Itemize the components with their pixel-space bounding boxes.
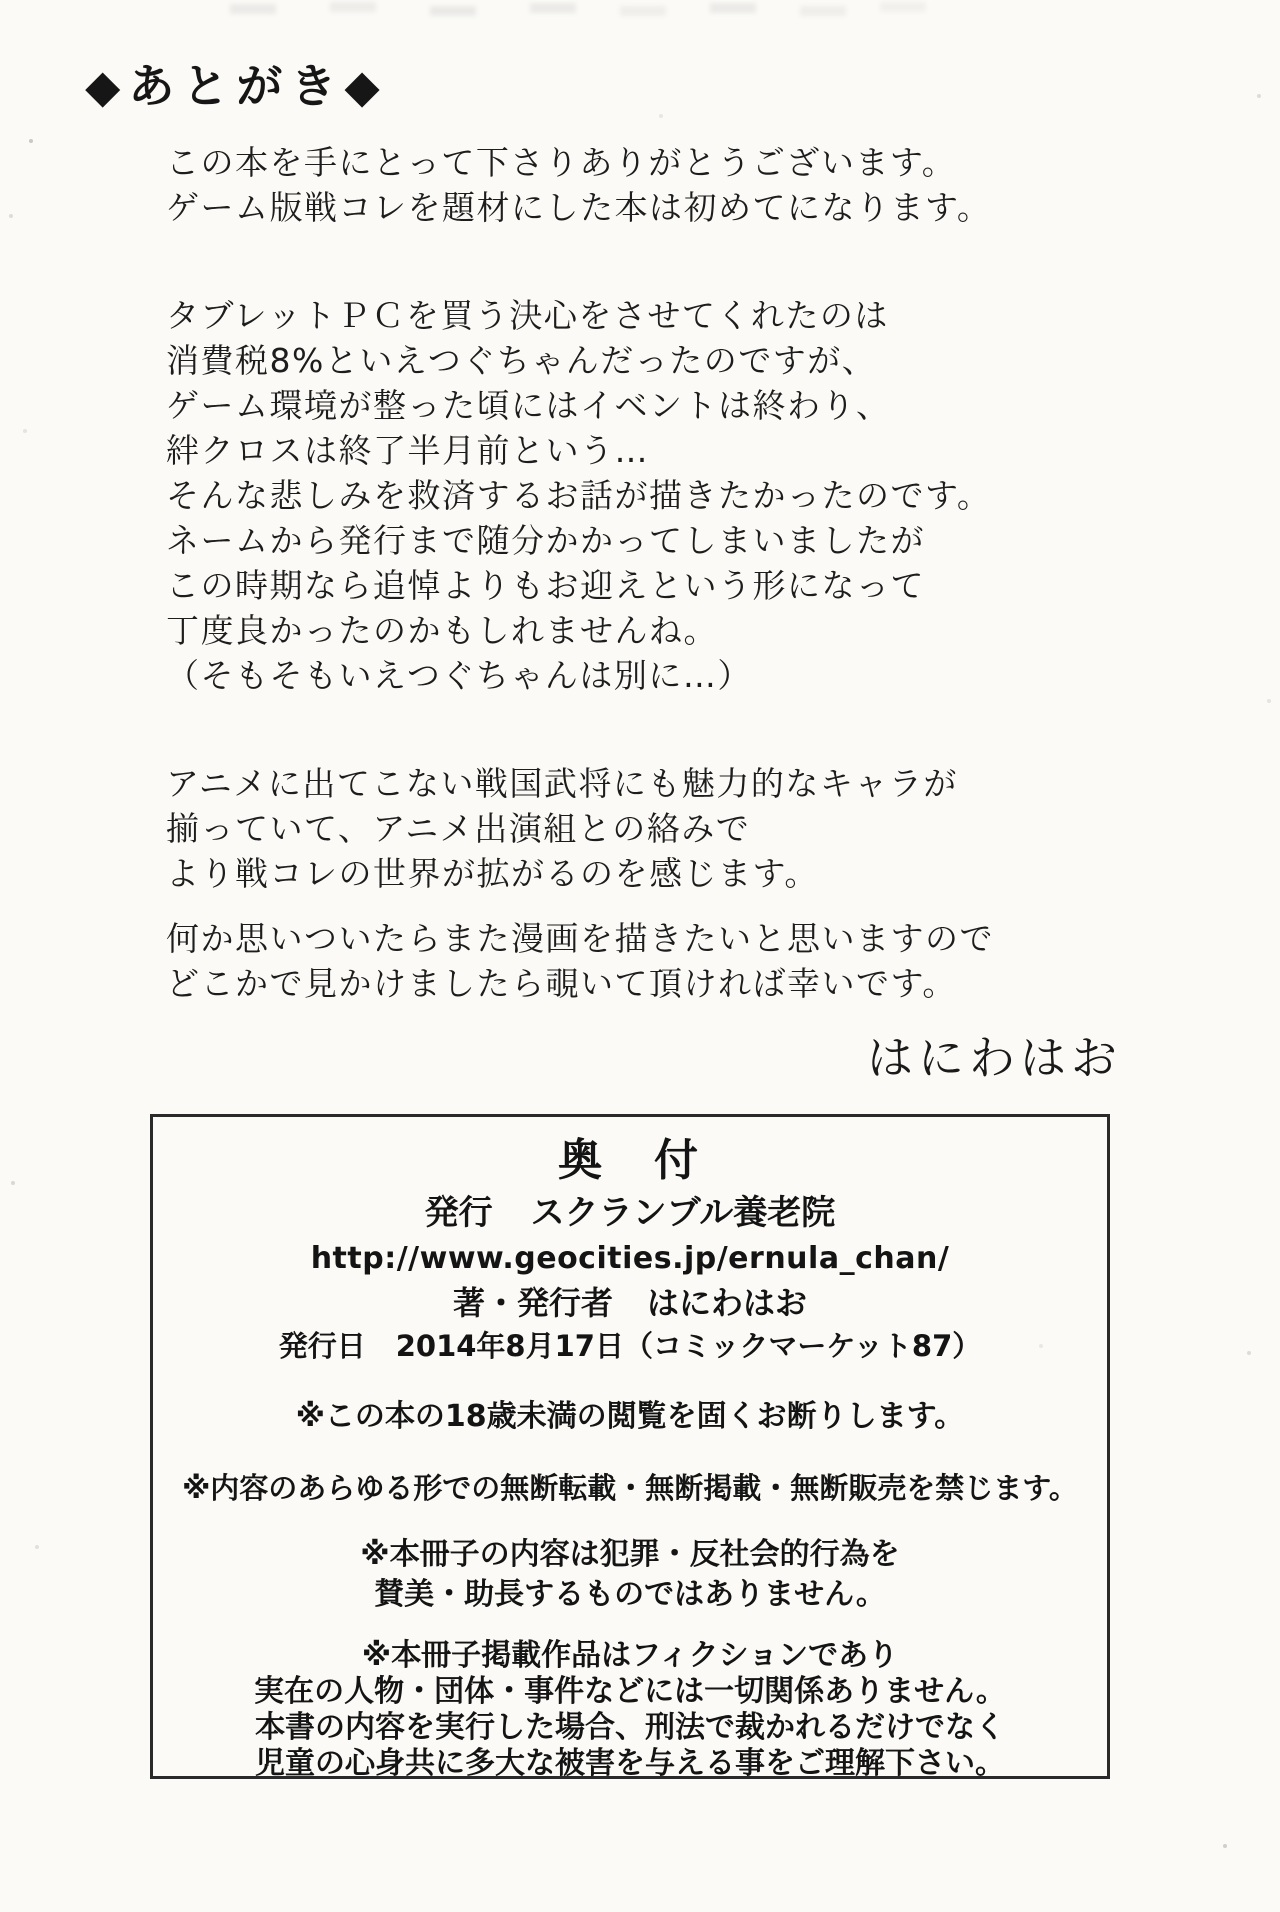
author-name: はにわはお — [647, 1284, 808, 1322]
text-line: この時期なら追悼よりもお迎えという形になって — [166, 566, 925, 605]
text-line: タブレットＰＣを買う決心をさせてくれたのは — [166, 296, 889, 335]
date-value: 2014年8月17日（コミックマーケット87） — [395, 1329, 982, 1363]
colophon-title: 奥 付 — [558, 1135, 702, 1186]
text-line: 児童の心身共に多大な被害を与える事をご理解下さい。 — [255, 1746, 1005, 1781]
text-line: ネームから発行まで随分かかってしまいましたが — [166, 521, 925, 560]
scan-bleedthrough — [0, 0, 46, 10]
text-line: 賛美・助長するものではありません。 — [374, 1577, 886, 1612]
text-line: 絆クロスは終了半月前という… — [166, 431, 649, 470]
afterword-paragraph-1 — [166, 140, 1066, 230]
text-line: アニメに出てこない戦国武将にも魅力的なキャラが — [166, 764, 958, 803]
publication-date-line — [153, 1325, 1107, 1367]
publisher-name: スクランブル養老院 — [530, 1193, 836, 1233]
author-line — [153, 1281, 1107, 1325]
scan-noise-speckles — [0, 0, 2, 2]
text-line: ※本冊子掲載作品はフィクションであり — [361, 1638, 899, 1673]
text-line: ※内容のあらゆる形での無断転載・無断掲載・無断販売を禁じます。 — [182, 1471, 1078, 1505]
publisher-line — [153, 1189, 1107, 1237]
text-line: 揃っていて、アニメ出演組との絡みで — [166, 809, 751, 848]
notice-no-endorsement — [153, 1535, 1107, 1615]
text-line: ※この本の18歳未満の閲覧を固くお断りします。 — [295, 1399, 965, 1434]
notice-no-reproduction — [153, 1468, 1107, 1508]
author-label: 著・発行者 — [452, 1284, 613, 1322]
text-line: より戦コレの世界が拡がるのを感じます。 — [166, 854, 819, 893]
website-url: http://www.geocities.jp/ernula_chan/ — [310, 1241, 950, 1276]
afterword-paragraph-3 — [166, 761, 1066, 896]
text-line: どこかで見かけましたら覗いて頂ければ幸いです。 — [166, 964, 957, 1003]
text-line: 何か思いついたらまた漫画を描きたいと思いますので — [166, 919, 994, 958]
date-label: 発行日 — [278, 1329, 366, 1363]
notice-age-restriction — [153, 1397, 1107, 1437]
text-line: 丁度良かったのかもしれませんね。 — [166, 611, 718, 650]
text-line: 実在の人物・団体・事件などには一切関係ありません。 — [254, 1674, 1006, 1709]
text-line: 消費税8%といえつぐちゃんだったのですが、 — [166, 341, 877, 380]
afterword-paragraph-2 — [166, 293, 1066, 698]
publisher-label: 発行 — [424, 1193, 493, 1233]
afterword-title: ◆あとがき◆ — [85, 59, 388, 113]
text-line: ゲーム環境が整った頃にはイベントは終わり、 — [166, 386, 891, 425]
text-line: そんな悲しみを救済するお話が描きたかったのです。 — [166, 476, 992, 515]
text-line: （そもそもいえつぐちゃんは別に…） — [166, 656, 752, 695]
text-line: ※本冊子の内容は犯罪・反社会的行為を — [360, 1537, 900, 1572]
text-line: ゲーム版戦コレを題材にした本は初めてになります。 — [166, 188, 992, 227]
notice-fiction-disclaimer — [153, 1638, 1107, 1782]
colophon-box — [150, 1114, 1110, 1779]
author-signature: はにわはお — [867, 1031, 1122, 1085]
afterword-paragraph-4 — [166, 916, 1066, 1006]
text-line: この本を手にとって下さりありがとうございます。 — [166, 143, 957, 182]
text-line: 本書の内容を実行した場合、刑法で裁かれるだけでなく — [255, 1710, 1005, 1745]
afterword-body — [166, 140, 1066, 1006]
